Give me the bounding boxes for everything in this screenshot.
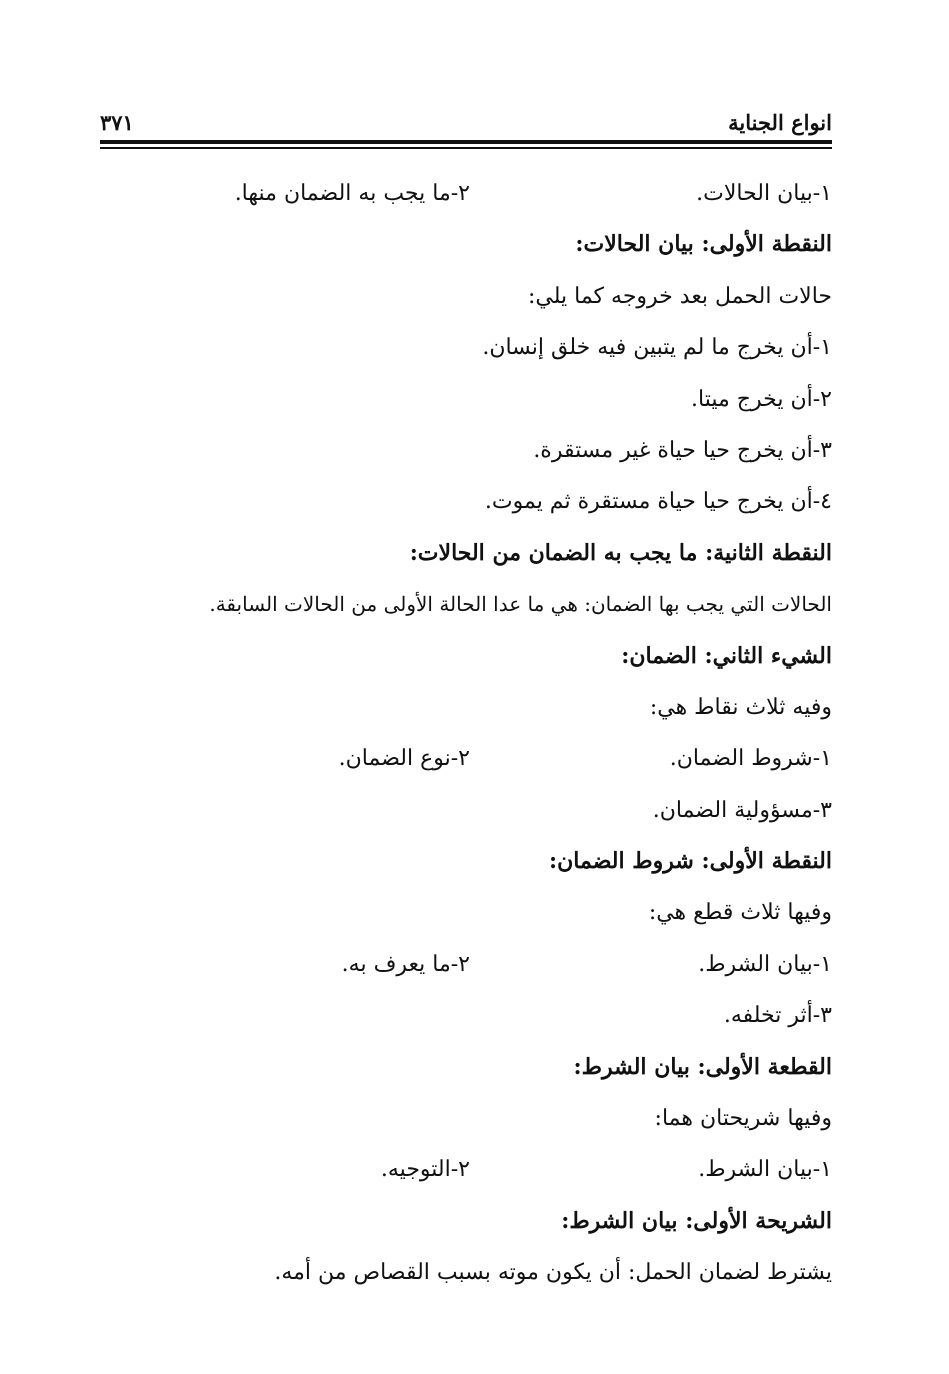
header-rule-thin [100,147,832,149]
paragraph: ٣-مسؤولية الضمان. [652,797,832,823]
section-heading: القطعة الأولى: بيان الشرط: [573,1053,832,1080]
list-item: ١-بيان الحالات. [696,181,832,206]
paragraph: وفيه ثلاث نقاط هي: [649,694,832,720]
paragraph: ٢-أن يخرج ميتا. [691,386,832,412]
list-row [120,168,832,219]
page-header [100,108,832,138]
list-item: ١-بيان الشرط. [698,1157,832,1183]
paragraph: يشترط لضمان الحمل: أن يكون موته بسبب القصاص من أمه. [274,1260,832,1286]
header-rule-thick [100,140,832,144]
section-heading: الشيء الثاني: الضمان: [621,642,832,669]
section-heading: النقطة الأولى: شروط الضمان: [549,848,832,875]
paragraph: وفيها شريحتان هما: [654,1106,832,1132]
page-number: ٣٧١ [100,110,134,135]
paragraph: حالات الحمل بعد خروجه كما يلي: [527,283,832,309]
section-heading: النقطة الثانية: ما يجب به الضمان من الحالات: [409,539,832,566]
paragraph: وفيها ثلاث قطع هي: [648,900,832,926]
list-item: ١-بيان الشرط. [698,951,832,977]
list-item: ٢-ما يجب به الضمان منها. [234,181,470,206]
list-row [120,1144,832,1195]
paragraph: ٤-أن يخرج حيا حياة مستقرة ثم يموت. [484,489,832,515]
section-heading: النقطة الأولى: بيان الحالات: [575,231,832,258]
paragraph: ٣-أن يخرج حيا حياة غير مستقرة. [533,437,832,463]
section-heading: الشريحة الأولى: بيان الشرط: [561,1207,832,1234]
list-row [120,733,832,784]
list-item: ١-شروط الضمان. [669,746,832,772]
paragraph: الحالات التي يجب بها الضمان: هي ما عدا الحالة الأولى من الحالات السابقة. [209,592,832,617]
list-row [120,939,832,990]
paragraph: ١-أن يخرج ما لم يتبين فيه خلق إنسان. [482,335,832,361]
paragraph: ٣-أثر تخلفه. [723,1003,832,1029]
chapter-title: انواع الجناية [728,110,832,135]
page-body [120,168,832,1299]
list-item: ٢-ما يعرف به. [341,951,470,977]
list-item: ٢-التوجيه. [380,1157,470,1183]
list-item: ٢-نوع الضمان. [338,746,470,772]
